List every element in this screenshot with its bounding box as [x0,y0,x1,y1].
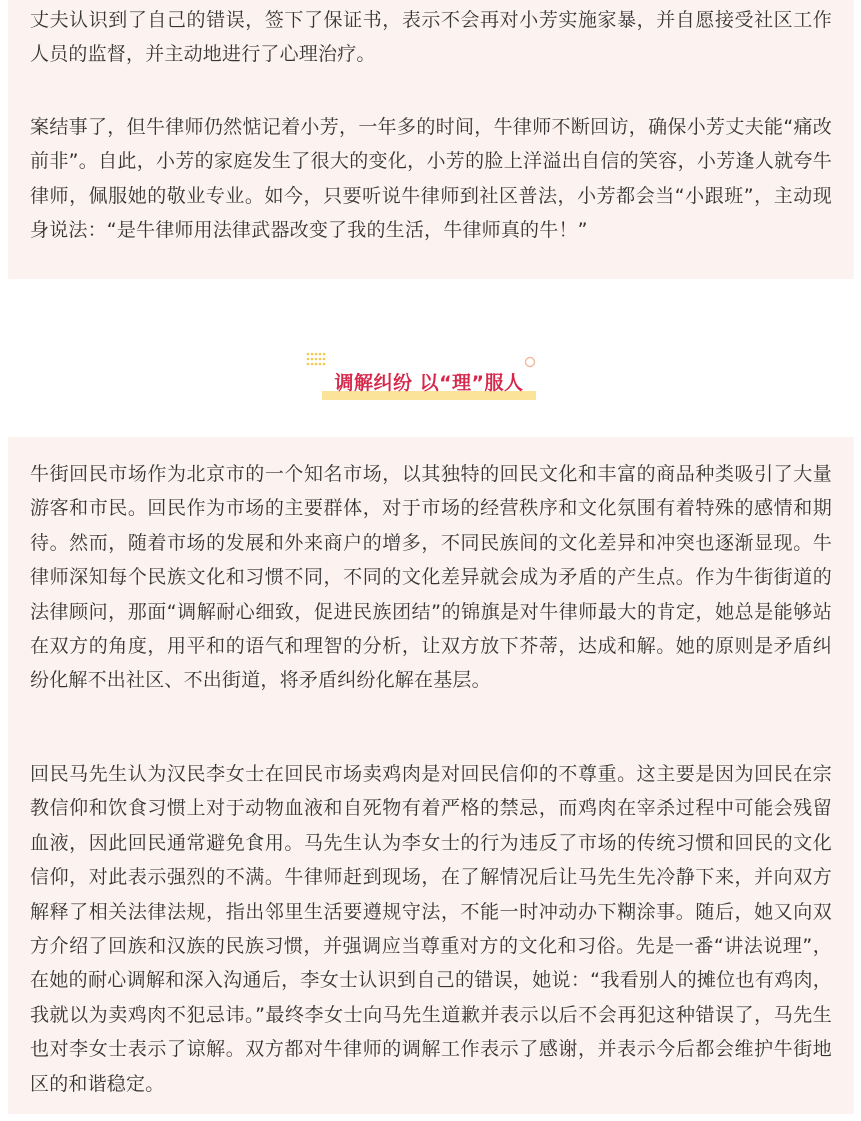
dot-grid-icon [306,352,326,366]
story-card-bottom [8,437,854,1114]
paragraph-case-followup: 案结事了，但牛律师仍然惦记着小芳，一年多的时间，牛律师不断回访，确保小芳丈夫能“痛改前非”。自此，小芳的家庭发生了很大的变化，小芳的脸上洋溢出自信的笑容，小芳逢人就夸牛律师，佩服她的敬业专业。如今，只要听说牛律师到社区普法，小芳都会当“小跟班”，主动现身说法：“是牛律师用法律武器改变了我的生活，牛律师真的牛！” [30,116,832,242]
section-heading [0,352,861,412]
paragraph-niujie-market: 牛街回民市场作为北京市的一个知名市场，以其独特的回民文化和丰富的商品种类吸引了大量游客和市民。回民作为市场的主要群体，对于市场的经营秩序和文化氛围有着特殊的感情和期待。然而，随着市场的发展和外来商户的增多，不同民族间的文化差异和冲突也逐渐显现。牛律师深知每个民族文化和习惯不同，不同的文化差异就会成为矛盾的产生点。作为牛街街道的法律顾问，那面“调解耐心细致，促进民族团结”的锦旗是对牛律师最大的肯定，她总是能够站在双方的角度，用平和的语气和理智的分析，让双方放下芥蒂，达成和解。她的原则是矛盾纠纷化解不出社区、不出街道，将矛盾纠纷化解在基层。 [30,463,832,692]
story-card-top [8,0,854,279]
paragraph-mediation-case: 回民马先生认为汉民李女士在回民市场卖鸡肉是对回民信仰的不尊重。这主要是因为回民在宗教信仰和饮食习惯上对于动物血液和自死物有着严格的禁忌，而鸡肉在宰杀过程中可能会残留血液，因此回民通常避免食用。马先生认为李女士的行为违反了市场的传统习惯和回民的文化信仰，对此表示强烈的不满。牛律师赶到现场，在了解情况后让马先生先冷静下来，并向双方解释了相关法律法规，指出邻里生活要遵规守法，不能一时冲动办下糊涂事。随后，她又向双方介绍了回族和汉族的民族习惯，并强调应当尊重对方的文化和习俗。先是一番“讲法说理”，在她的耐心调解和深入沟通后，李女士认识到自己的错误，她说：“我看别人的摊位也有鸡肉，我就以为卖鸡肉不犯忌讳。”最终李女士向马先生道歉并表示以后不会再犯这种错误了，马先生也对李女士表示了谅解。双方都对牛律师的调解工作表示了感谢，并表示今后都会维护牛街地区的和谐稳定。 [30,763,832,1095]
circle-outline-icon [524,356,536,368]
section-title: 调解纠纷 以“理”服人 [334,372,524,394]
paragraph-husband-apology: 丈夫认识到了自己的错误，签下了保证书，表示不会再对小芳实施家暴，并自愿接受社区工作人员的监督，并主动地进行了心理治疗。 [30,9,832,66]
